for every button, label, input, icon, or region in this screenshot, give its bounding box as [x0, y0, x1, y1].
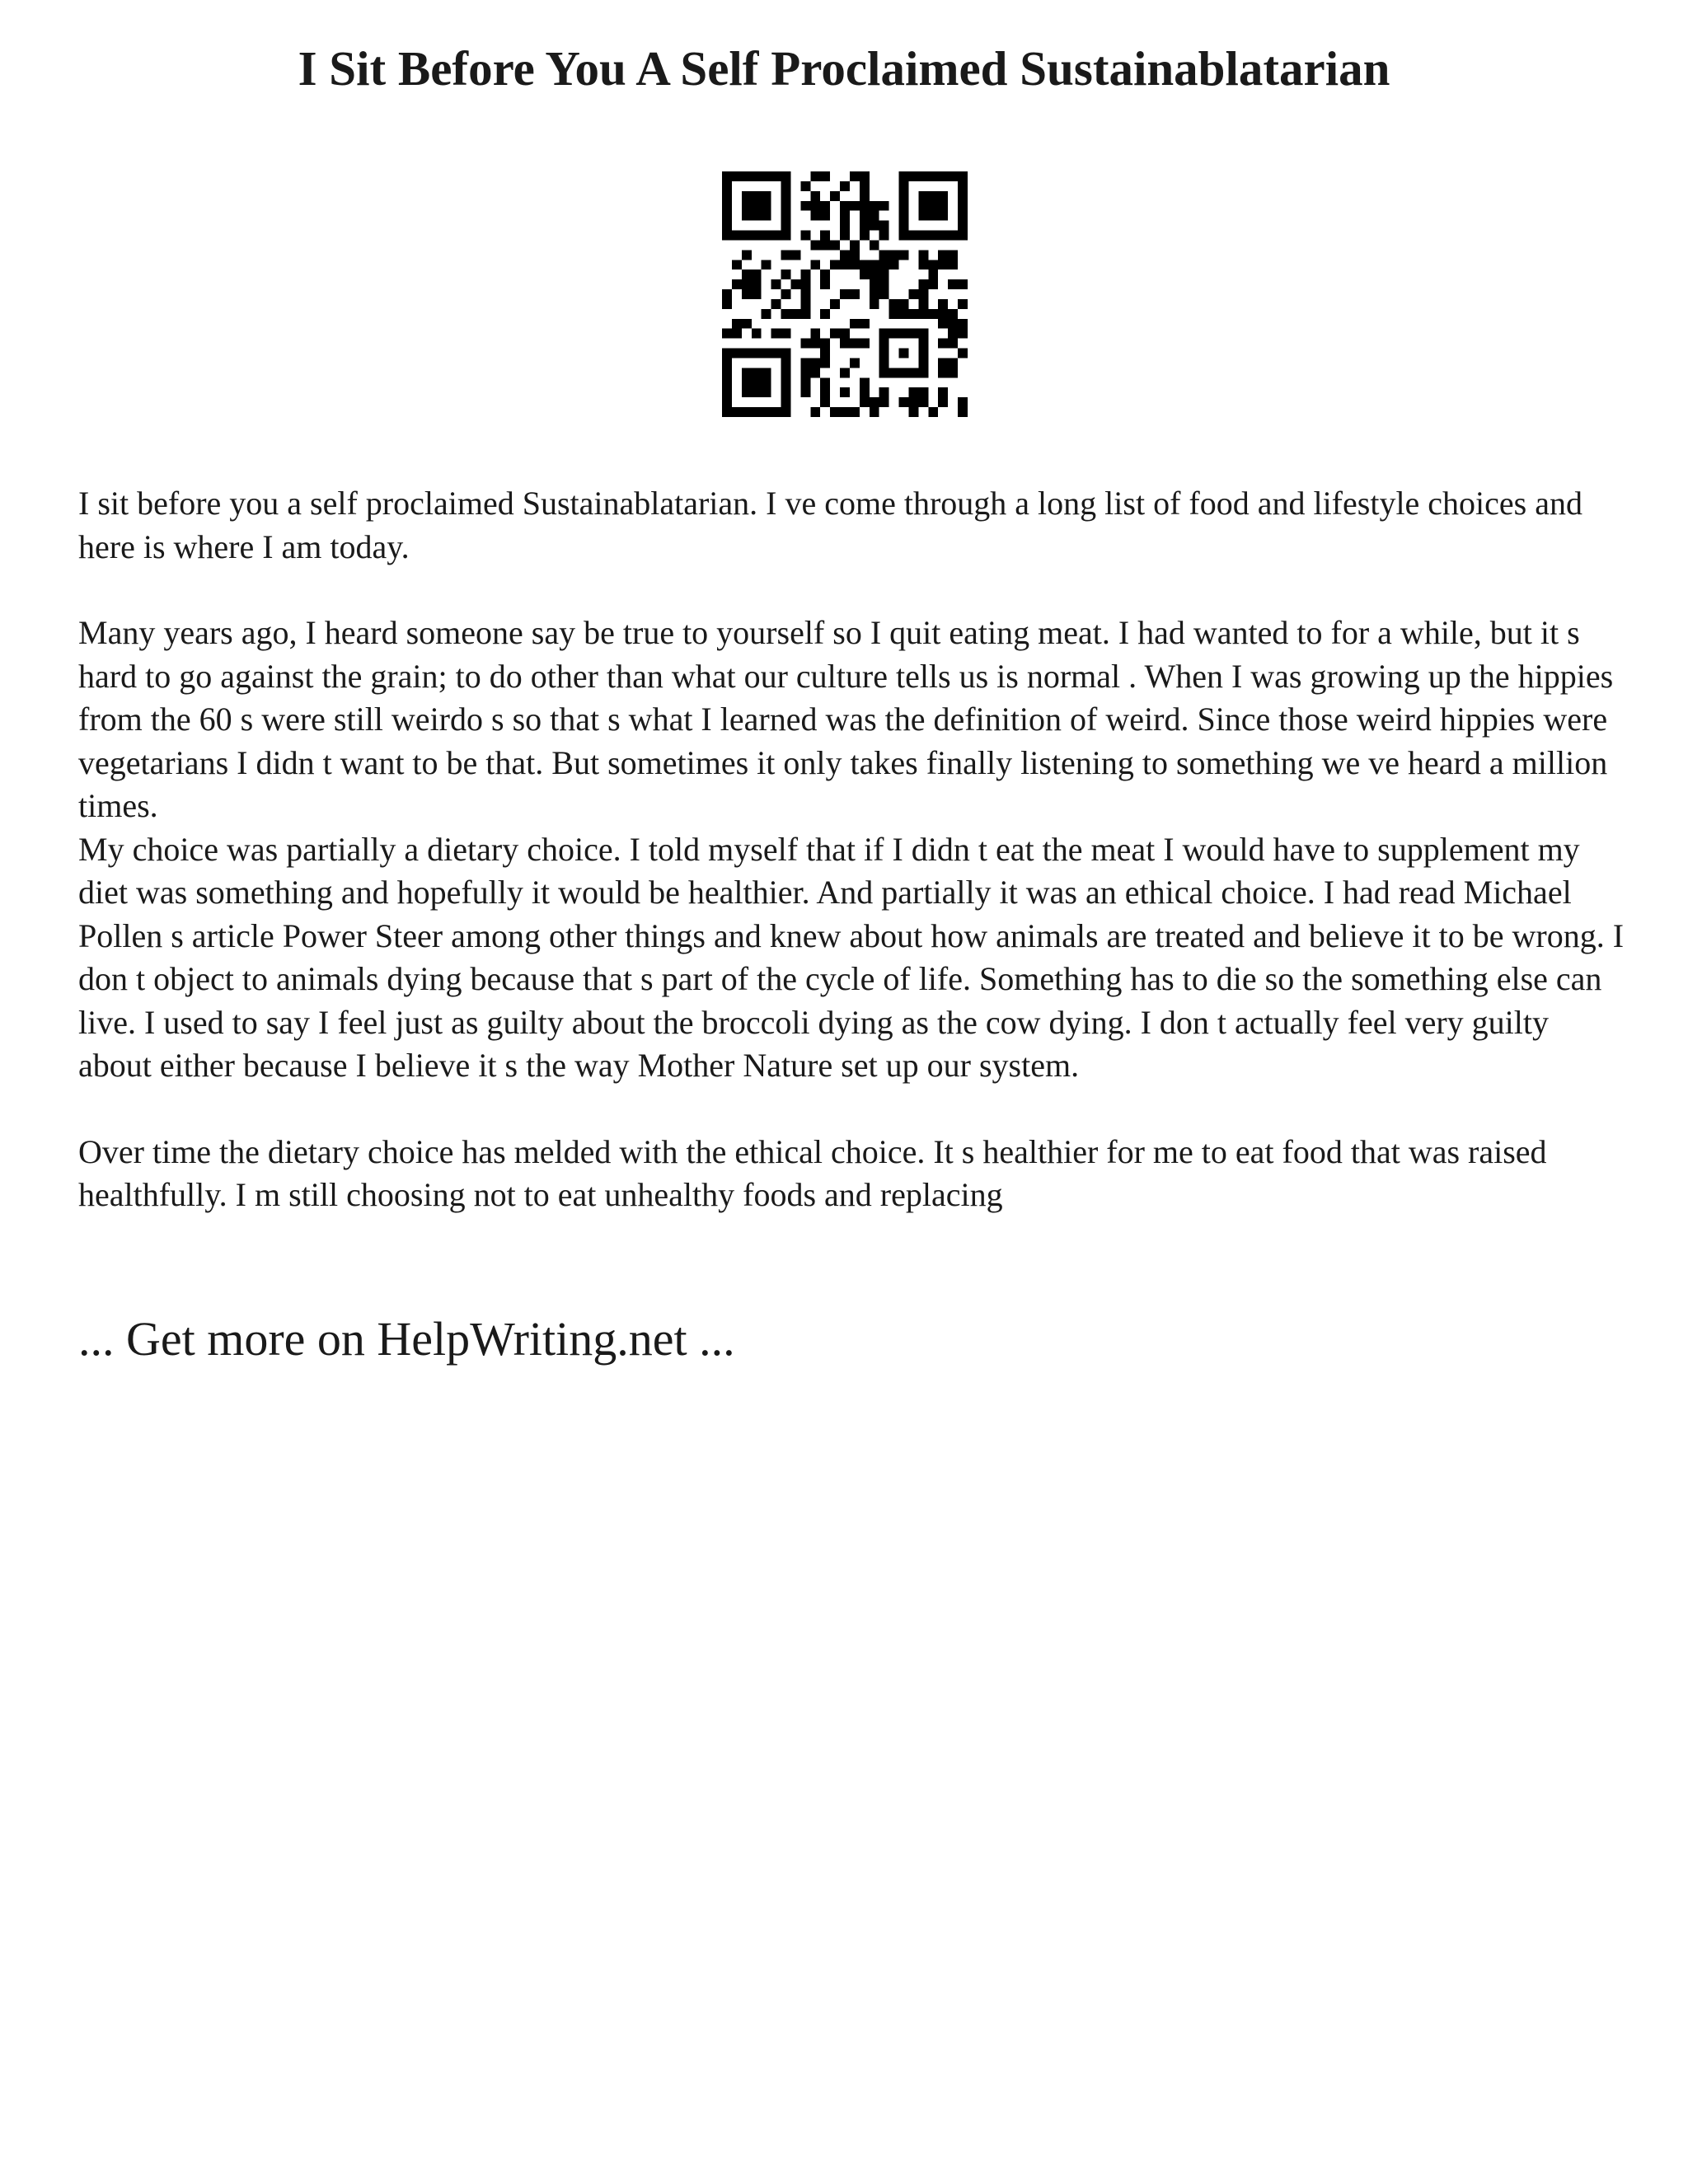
document-body [78, 482, 1628, 1217]
get-more-link[interactable]: ... Get more on HelpWriting.net ... [78, 1312, 735, 1366]
paragraph-dietary-choice: My choice was partially a dietary choice. I told myself that if I didn t eat the meat I would have to supplement my diet was something and hopefully it would be healthier. And partially it was an ethical choice. I had read Michael Pollen s article Power Steer among other things and knew about how animals are treated and believe it to be wrong. I don t object to animals dying because that s part of the cycle of life. Something has to die so the something else can live. I used to say I feel just as guilty about the broccoli dying as the cow dying. I don t actually feel very guilty about either because I believe it s the way Mother Nature set up our system. [78, 830, 1625, 1084]
paragraph-spacer [78, 569, 1628, 612]
paragraph-intro: I sit before you a self proclaimed Sustainablatarian. I ve come through a long list of food and lifestyle choices and here is where I am today. [78, 485, 1582, 565]
paragraph-melded-choice: Over time the dietary choice has melded with the ethical choice. It s healthier for me to eat food that was raised healthfully. I m still choosing not to eat unhealthy foods and replacing [78, 1132, 1547, 1213]
paragraph-spacer [78, 1088, 1628, 1131]
qr-code-icon [722, 171, 968, 417]
paragraph-quit-meat: Many years ago, I heard someone say be true to yourself so I quit eating meat. I had wanted to for a while, but it s hard to go against the grain; to do other than what our culture tells us is normal . When I was growing up the hippies from the 60 s were still weirdo s so that s what I learned was the definition of weird. Since those weird hippies were vegetarians I didn t want to be that. But sometimes it only takes finally listening to something we ve heard a million times. [78, 614, 1614, 824]
qr-code-graphic [722, 171, 968, 417]
document-title: I Sit Before You A Self Proclaimed Sustainablatarian [298, 41, 1390, 96]
